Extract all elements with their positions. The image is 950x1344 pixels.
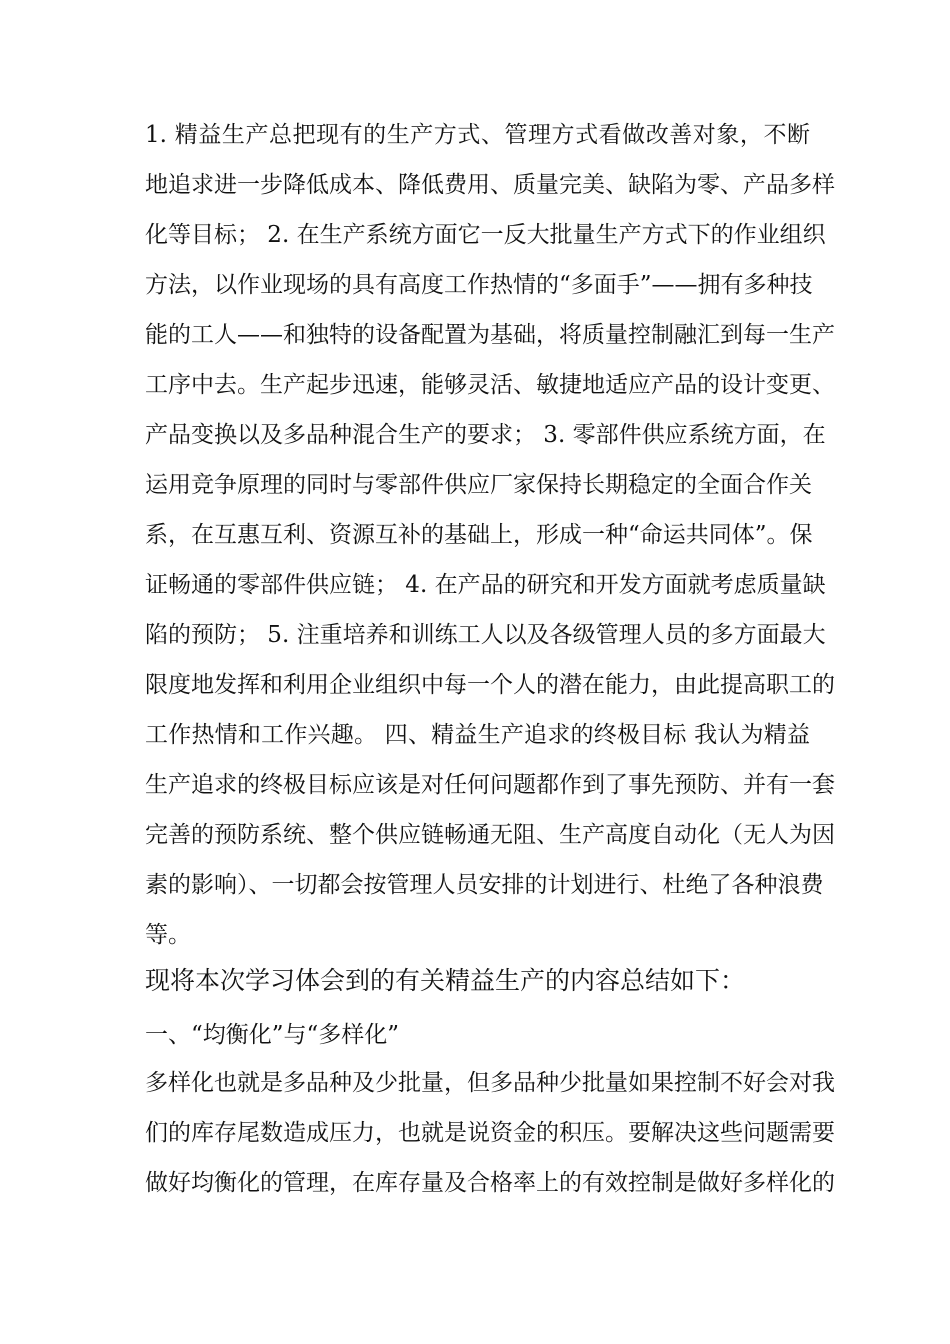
text-line: 工序中去。生产起步迅速，能够灵活、敏捷地适应产品的设计变更、 [145, 372, 835, 398]
summary-heading: 现将本次学习体会到的有关精益生产的内容总结如下： [145, 966, 746, 995]
text-line: 运用竞争原理的同时与零部件供应厂家保持长期稳定的全面合作关 [145, 472, 812, 498]
text-line: 做好均衡化的管理，在库存量及合格率上的有效控制是做好多样化的 [145, 1170, 835, 1196]
text-line: 完善的预防系统、整个供应链畅通无阻、生产高度自动化（无人为因 [145, 822, 835, 848]
text-line: 陷的预防； 5. 注重培养和训练工人以及各级管理人员的多方面最大 [145, 622, 826, 648]
text-line: 系，在互惠互利、资源互补的基础上，形成一种“命运共同体”。保 [145, 522, 813, 548]
text-line: 素的影响）、一切都会按管理人员安排的计划进行、杜绝了各种浪费 [145, 872, 824, 898]
text-line: 1. 精益生产总把现有的生产方式、管理方式看做改善对象，不断 [145, 122, 810, 148]
text-line: 化等目标； 2. 在生产系统方面它一反大批量生产方式下的作业组织 [145, 222, 826, 248]
text-line: 们的库存尾数造成压力，也就是说资金的积压。要解决这些问题需要 [145, 1120, 835, 1146]
text-line: 多样化也就是多品种及少批量，但多品种少批量如果控制不好会对我 [145, 1070, 835, 1096]
text-line: 能的工人——和独特的设备配置为基础，将质量控制融汇到每一生产 [145, 322, 835, 348]
text-line: 生产追求的终极目标应该是对任何问题都作到了事先预防、并有一套 [145, 772, 835, 798]
text-line: 证畅通的零部件供应链； 4. 在产品的研究和开发方面就考虑质量缺 [145, 572, 826, 598]
text-line: 方法，以作业现场的具有高度工作热情的“多面手”——拥有多种技 [145, 272, 813, 298]
section-title: 一、“均衡化”与“多样化” [145, 1022, 400, 1048]
text-line: 产品变换以及多品种混合生产的要求； 3. 零部件供应系统方面，在 [145, 422, 826, 448]
text-line: 等。 [145, 922, 191, 948]
text-line: 限度地发挥和利用企业组织中每一个人的潜在能力，由此提高职工的 [145, 672, 835, 698]
text-line: 工作热情和工作兴趣。 四、精益生产追求的终极目标 我认为精益 [145, 722, 810, 748]
text-line: 地追求进一步降低成本、降低费用、质量完美、缺陷为零、产品多样 [145, 172, 835, 198]
